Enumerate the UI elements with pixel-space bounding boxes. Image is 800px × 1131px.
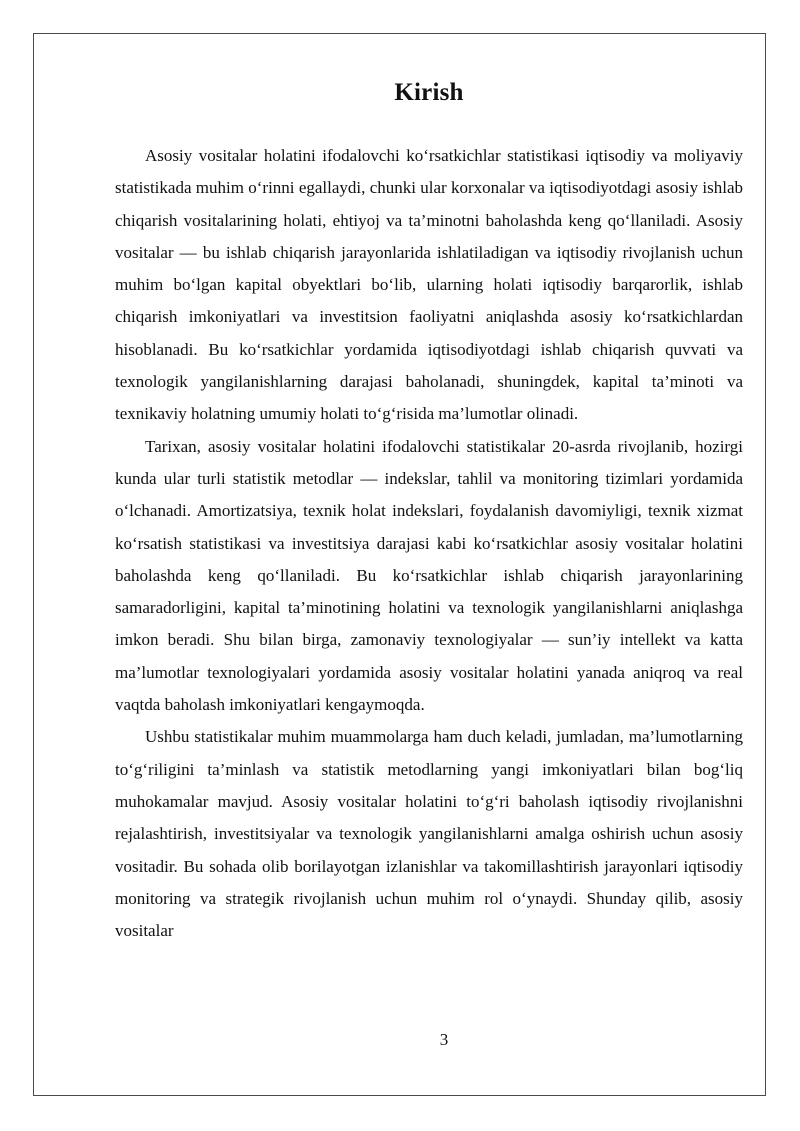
paragraph-1: Asosiy vositalar holatini ifodalovchi ko‘rsatkichlar statistikasi iqtisodiy va moliyaviy statistikada muhim o‘rinni egallaydi, chunki ular korxonalar va iqtisodiyotdagi asosiy ishlab chiqarish vositalarining holati, ehtiyoj va ta’minotni baholashda keng qo‘llaniladi. Asosiy vositalar — bu ishlab chiqarish jarayonlarida ishlatiladigan va iqtisodiy rivojlanish uchun muhim bo‘lgan kapital obyektlari bo‘lib, ularning holati iqtisodiy barqarorlik, ishlab chiqarish imkoniyatlari va investitsion faoliyatni aniqlashda asosiy ko‘rsatkichlardan hisoblanadi. Bu ko‘rsatkichlar yordamida iqtisodiyotdagi ishlab chiqarish quvvati va texnologik yangilanishlarning darajasi baholanadi, shuningdek, kapital ta’minoti va texnikaviy holatning umumiy holati to‘g‘risida ma’lumotlar olinadi. [115,146,743,424]
document-body [115,75,743,947]
document-title: Kirish [394,79,464,106]
paragraph-2: Tarixan, asosiy vositalar holatini ifodalovchi statistikalar 20-asrda rivojlanib, hozirgi kunda ular turli statistik metodlar — indekslar, tahlil va monitoring tizimlari yordamida o‘lchanadi. Amortizatsiya, texnik holat indekslari, foydalanish davomiyligi, texnik xizmat ko‘rsatish statistikasi va investitsiya darajasi kabi ko‘rsatkichlar asosiy vositalar holatini baholashda keng qo‘llaniladi. Bu ko‘rsatkichlar ishlab chiqarish jarayonlarining samaradorligini, kapital ta’minotining holatini va texnologik yangilanishlarni aniqlashga imkon beradi. Shu bilan birga, zamonaviy texnologiyalar — sun’iy intellekt va katta ma’lumotlar texnologiyalari yordamida asosiy vositalar holatini yanada aniqroq va real vaqtda baholash imkoniyatlari kengaymoqda. [115,436,743,715]
page-number: 3 [439,1030,449,1049]
paragraph-3: Ushbu statistikalar muhim muammolarga ham duch keladi, jumladan, ma’lumotlarning to‘g‘riligini ta’minlash va statistik metodlarning yangi imkoniyatlari bilan bog‘liq muhokamalar mavjud. Asosiy vositalar holatini to‘g‘ri baholash iqtisodiy rivojlanishni rejalashtirish, investitsiyalar va texnologik yangilanishlarni amalga oshirish uchun asosiy vositadir. Bu sohada olib borilayotgan izlanishlar va takomillashtirish jarayonlari iqtisodiy monitoring va strategik rivojlanish uchun muhim rol o‘ynaydi. Shunday qilib, asosiy vositalar [115,727,743,941]
